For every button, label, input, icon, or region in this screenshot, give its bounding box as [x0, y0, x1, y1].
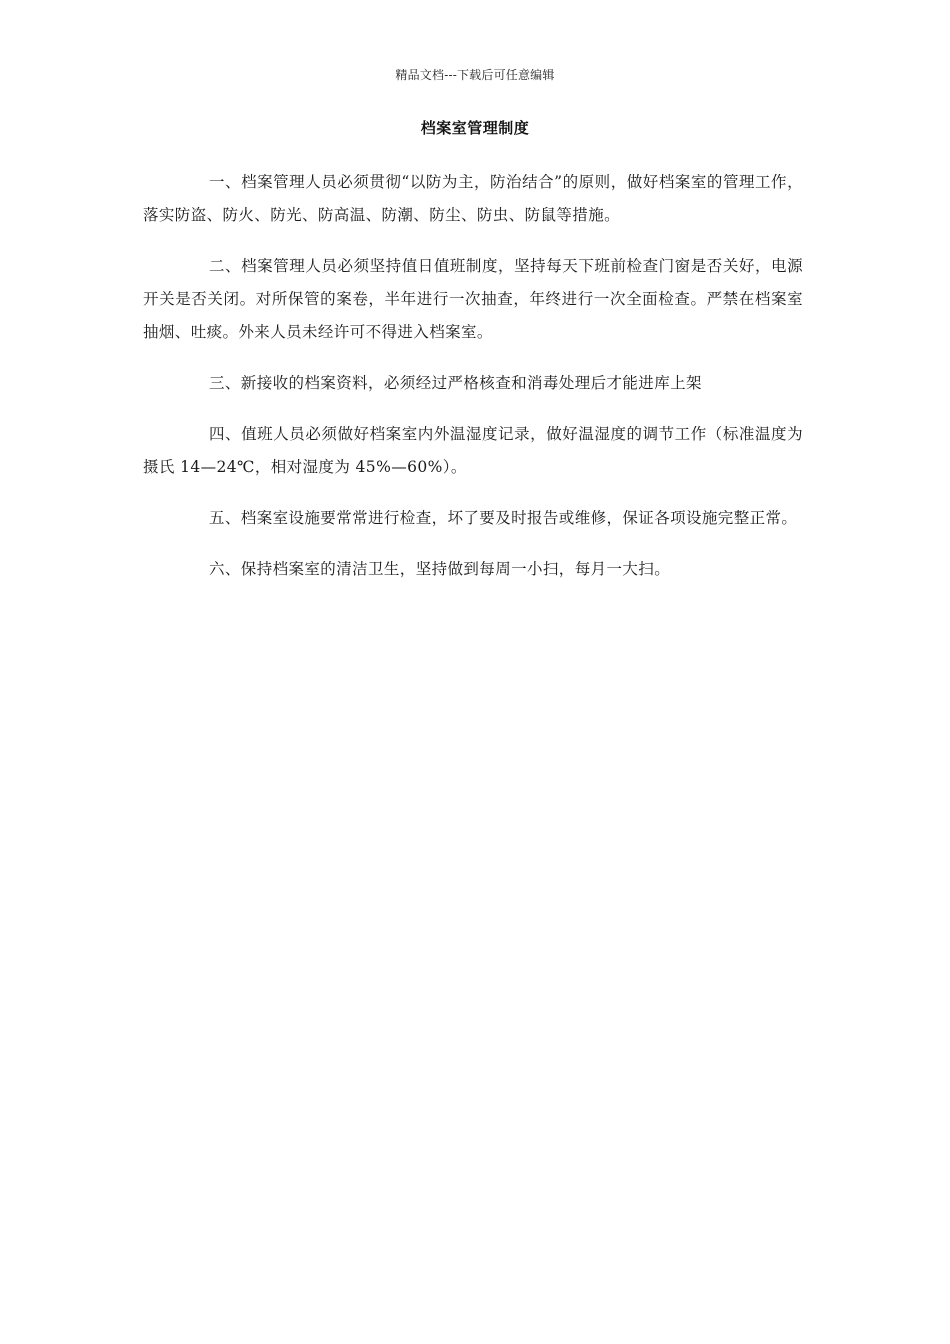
header-note: 精品文档---下载后可任意编辑 [395, 68, 555, 82]
paragraph-1: 一、档案管理人员必须贯彻“以防为主，防治结合”的原则，做好档案室的管理工作，落实防盗、防火、防光、防高温、防潮、防尘、防虫、防鼠等措施。 [143, 173, 803, 224]
paragraph-5: 五、档案室设施要常常进行检查，坏了要及时报告或维修，保证各项设施完整正常。 [209, 509, 798, 527]
paragraph-4: 四、值班人员必须做好档案室内外温湿度记录，做好温湿度的调节工作（标准温度为摄氏 14—24℃，相对湿度为 45%—60%）。 [143, 425, 803, 476]
paragraph-6: 六、保持档案室的清洁卫生，坚持做到每周一小扫，每月一大扫。 [209, 560, 671, 578]
document-body [143, 166, 803, 604]
paragraph-3: 三、新接收的档案资料，必须经过严格核查和消毒处理后才能进库上架 [209, 374, 702, 392]
paragraph-2: 二、档案管理人员必须坚持值日值班制度，坚持每天下班前检查门窗是否关好，电源开关是否关闭。对所保管的案卷，半年进行一次抽查，年终进行一次全面检查。严禁在档案室抽烟、吐痰。外来人员未经许可不得进入档案室。 [143, 257, 803, 341]
document-title: 档案室管理制度 [420, 119, 530, 137]
